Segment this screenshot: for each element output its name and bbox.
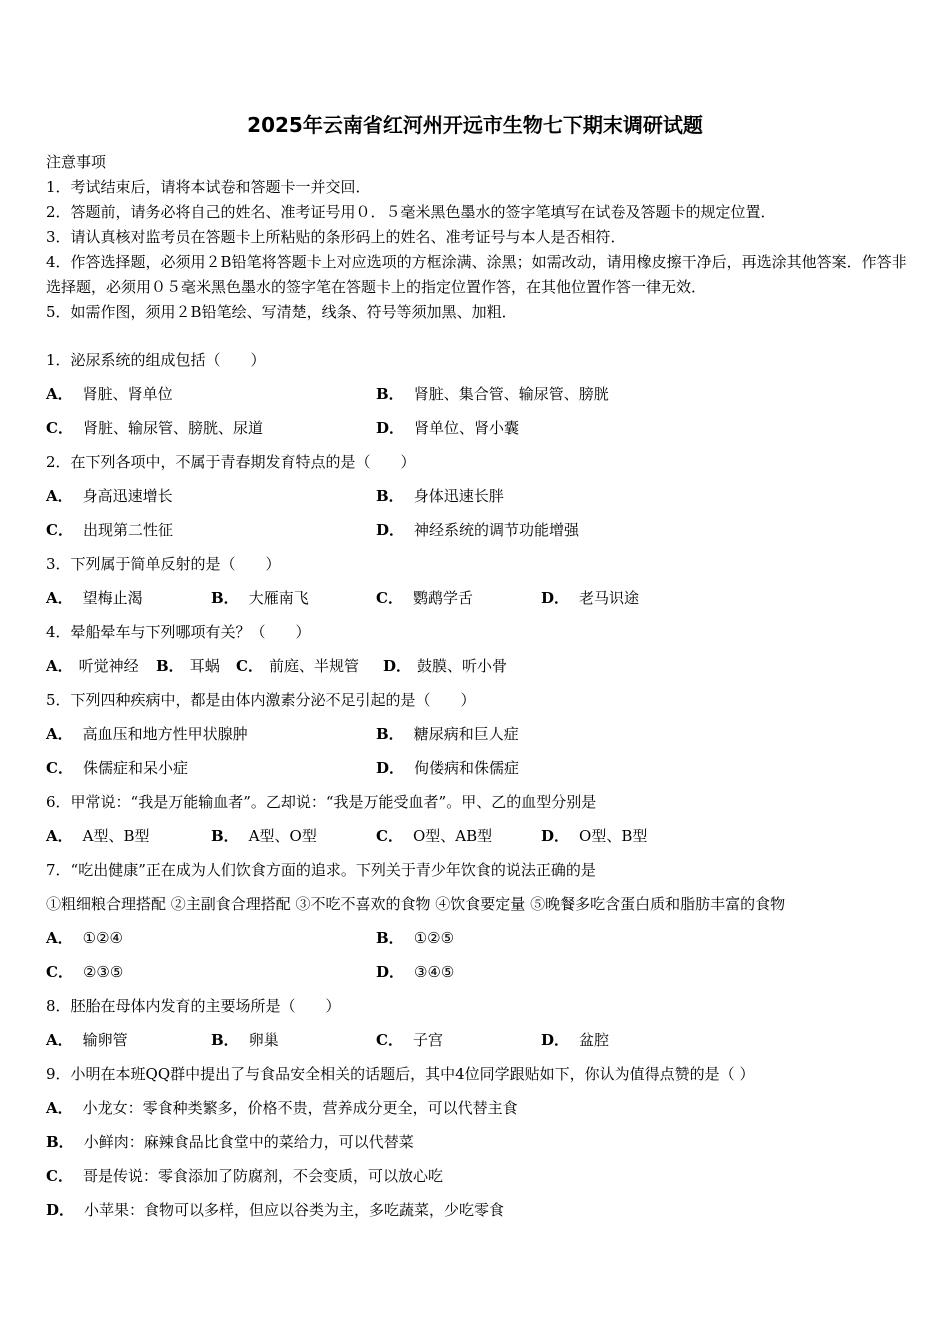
option bbox=[46, 1028, 128, 1052]
page-title: 2025年云南省红河州开远市生物七下期末调研试题 bbox=[247, 113, 703, 137]
option-label: D． bbox=[541, 827, 570, 845]
option-text: ②③⑤ bbox=[82, 963, 124, 981]
option bbox=[46, 1096, 518, 1120]
notice-item: 5．如需作图，须用２B铅笔绘、写清楚，线条、符号等须加黑、加粗． bbox=[46, 303, 517, 321]
option-label: A． bbox=[46, 385, 73, 403]
option-label: A． bbox=[46, 1099, 73, 1117]
option-text: 前庭、半规管 bbox=[268, 657, 359, 675]
option bbox=[236, 654, 359, 678]
option bbox=[541, 824, 647, 848]
notice-section bbox=[46, 150, 908, 325]
question-stem: 9．小明在本班QQ群中提出了与食品安全相关的话题后，其中4位同学跟贴如下，你认为值得点赞的是（ ） bbox=[46, 1065, 755, 1083]
option-text: ①②⑤ bbox=[413, 929, 455, 947]
notice-heading: 注意事项 bbox=[46, 153, 107, 171]
option-label: D． bbox=[541, 589, 570, 607]
option-label: A． bbox=[46, 827, 73, 845]
option-text: 侏儒症和呆小症 bbox=[82, 759, 188, 777]
option-text: 耳蜗 bbox=[189, 657, 220, 675]
option-text: 身体迅速长胖 bbox=[413, 487, 504, 505]
option-label: C． bbox=[46, 521, 73, 539]
option-text: 小苹果：食物可以多样，但应以谷类为主，多吃蔬菜，少吃零食 bbox=[84, 1201, 505, 1219]
option bbox=[46, 960, 123, 984]
option bbox=[211, 824, 317, 848]
option bbox=[46, 382, 173, 406]
option bbox=[211, 1028, 279, 1052]
option bbox=[46, 756, 188, 780]
option bbox=[46, 1198, 504, 1222]
question-stem: 5．下列四种疾病中，都是由体内激素分泌不足引起的是（ ） bbox=[46, 691, 476, 709]
option-text: A型、B型 bbox=[82, 827, 150, 845]
option-label: A． bbox=[46, 657, 73, 675]
option-text: 佝偻病和侏儒症 bbox=[414, 759, 520, 777]
option-label: D． bbox=[376, 963, 405, 981]
option-label: D． bbox=[46, 1201, 75, 1219]
option-label: B． bbox=[211, 827, 239, 845]
option bbox=[46, 416, 263, 440]
option bbox=[376, 416, 519, 440]
option-text: 子宫 bbox=[412, 1031, 443, 1049]
option bbox=[376, 586, 473, 610]
option bbox=[376, 824, 492, 848]
option bbox=[376, 756, 519, 780]
option bbox=[376, 722, 519, 746]
option bbox=[383, 654, 507, 678]
option-text: 大雁南飞 bbox=[248, 589, 309, 607]
question-stem: 3．下列属于简单反射的是（ ） bbox=[46, 555, 281, 573]
option bbox=[46, 1130, 414, 1154]
option bbox=[211, 586, 309, 610]
option bbox=[376, 926, 454, 950]
option-text: 听觉神经 bbox=[78, 657, 139, 675]
option-text: 肾脏、肾单位 bbox=[82, 385, 173, 403]
option-label: B． bbox=[211, 1031, 239, 1049]
option-text: 肾脏、集合管、输尿管、膀胱 bbox=[413, 385, 609, 403]
option bbox=[46, 586, 143, 610]
option-text: ①②④ bbox=[82, 929, 123, 947]
question-stem: 6．甲常说：“我是万能输血者”。乙却说：“我是万能受血者”。甲、乙的血型分别是 bbox=[46, 793, 597, 811]
option-text: 望梅止渴 bbox=[82, 589, 143, 607]
option bbox=[541, 586, 639, 610]
option-label: C． bbox=[46, 963, 73, 981]
option-text: 高血压和地方性甲状腺肿 bbox=[82, 725, 248, 743]
option-text: 出现第二性征 bbox=[82, 521, 173, 539]
option-label: A． bbox=[46, 589, 73, 607]
option-label: D． bbox=[376, 521, 405, 539]
option-text: 鹦鹉学舌 bbox=[412, 589, 473, 607]
option bbox=[46, 654, 139, 678]
option-label: B． bbox=[211, 589, 239, 607]
option bbox=[376, 382, 609, 406]
question-stem: 2．在下列各项中，不属于青春期发育特点的是（ ） bbox=[46, 453, 416, 471]
option bbox=[376, 960, 454, 984]
option-label: A． bbox=[46, 725, 73, 743]
option bbox=[46, 1164, 443, 1188]
option-text: 卵巢 bbox=[248, 1031, 279, 1049]
question-stem: 4．晕船晕车与下列哪项有关？（ ） bbox=[46, 623, 311, 641]
notice-item: 3．请认真核对监考员在答题卡上所粘贴的条形码上的姓名、准考证号与本人是否相符． bbox=[46, 228, 626, 246]
question-stem: 8．胚胎在母体内发育的主要场所是（ ） bbox=[46, 997, 341, 1015]
option-text: 身高迅速增长 bbox=[82, 487, 173, 505]
notice-item: 4．作答选择题，必须用２B铅笔将答题卡上对应选项的方框涂满、涂黑；如需改动，请用橡皮擦干净后，再选涂其他答案．作答非选择题，必须用０５毫米黑色墨水的签字笔在答题卡上的指定位置作答，在其他位置作答一律无效． bbox=[46, 253, 907, 296]
option-text: 糖尿病和巨人症 bbox=[413, 725, 519, 743]
option-label: B． bbox=[376, 487, 404, 505]
option-text: 输卵管 bbox=[82, 1031, 128, 1049]
option-label: B． bbox=[156, 657, 184, 675]
option-label: B． bbox=[376, 929, 404, 947]
option bbox=[46, 484, 173, 508]
option-label: B． bbox=[46, 1133, 74, 1151]
option-text: 盆腔 bbox=[579, 1031, 610, 1049]
option bbox=[46, 518, 173, 542]
option-label: A． bbox=[46, 487, 73, 505]
option-text: A型、O型 bbox=[248, 827, 317, 845]
option-label: B． bbox=[376, 385, 404, 403]
option-text: 鼓膜、听小骨 bbox=[417, 657, 508, 675]
option-text: O型、B型 bbox=[579, 827, 648, 845]
option bbox=[376, 518, 579, 542]
option-label: C． bbox=[236, 657, 263, 675]
notice-item: 1．考试结束后，请将本试卷和答题卡一并交回． bbox=[46, 178, 371, 196]
option-label: D． bbox=[541, 1031, 570, 1049]
option-label: D． bbox=[376, 419, 405, 437]
option-text: O型、AB型 bbox=[412, 827, 493, 845]
notice-item: 2．答题前，请务必将自己的姓名、准考证号用０．５毫米黑色墨水的签字笔填写在试卷及答题卡的规定位置． bbox=[46, 203, 776, 221]
option-label: C． bbox=[376, 1031, 403, 1049]
option bbox=[46, 824, 150, 848]
question-stem: 7．“吃出健康”正在成为人们饮食方面的追求。下列关于青少年饮食的说法正确的是 bbox=[46, 861, 596, 879]
option-label: A． bbox=[46, 929, 73, 947]
option-text: 哥是传说：零食添加了防腐剂，不会变质，可以放心吃 bbox=[82, 1167, 443, 1185]
option-label: A． bbox=[46, 1031, 73, 1049]
option-text: 肾脏、输尿管、膀胱、尿道 bbox=[82, 419, 263, 437]
option-label: C． bbox=[46, 419, 73, 437]
option-text: ③④⑤ bbox=[414, 963, 455, 981]
option-text: 小鲜肉：麻辣食品比食堂中的菜给力，可以代替菜 bbox=[83, 1133, 414, 1151]
option bbox=[541, 1028, 609, 1052]
option-label: C． bbox=[46, 759, 73, 777]
option-label: C． bbox=[376, 589, 403, 607]
question-statements: ①粗细粮合理搭配 ②主副食合理搭配 ③不吃不喜欢的食物 ④饮食要定量 ⑤晚餐多吃含蛋白质和脂肪丰富的食物 bbox=[46, 895, 786, 913]
option-text: 肾单位、肾小囊 bbox=[414, 419, 520, 437]
option-label: C． bbox=[46, 1167, 73, 1185]
option-text: 老马识途 bbox=[579, 589, 640, 607]
option-text: 小龙女：零食种类繁多，价格不贵，营养成分更全，可以代替主食 bbox=[82, 1099, 518, 1117]
question-stem: 1．泌尿系统的组成包括（ ） bbox=[46, 351, 266, 369]
option bbox=[156, 654, 220, 678]
option bbox=[376, 484, 504, 508]
option bbox=[376, 1028, 443, 1052]
option-label: C． bbox=[376, 827, 403, 845]
option bbox=[46, 926, 123, 950]
option bbox=[46, 722, 248, 746]
option-text: 神经系统的调节功能增强 bbox=[414, 521, 580, 539]
option-label: B． bbox=[376, 725, 404, 743]
option-label: D． bbox=[376, 759, 405, 777]
option-label: D． bbox=[383, 657, 412, 675]
